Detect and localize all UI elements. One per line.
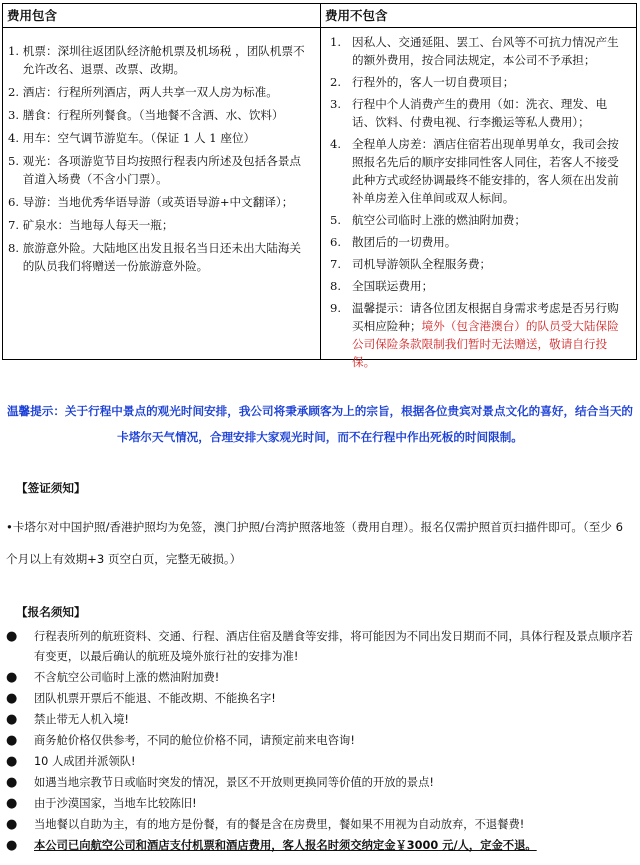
fee-excluded-item-number: 2.: [330, 75, 342, 89]
fee-excluded-item: [330, 233, 628, 251]
fee-included-item-text: [23, 83, 312, 101]
bullet-icon: ●: [6, 712, 18, 727]
fee-included-item-number: 5.: [8, 154, 23, 168]
fee-included-item-main-text: 酒店：行程所列酒店，两人共享一双人房为标准。: [22, 85, 278, 99]
fee-excluded-item: [330, 211, 628, 229]
fee-excluded-item-main-text: 司机导游领队全程服务费；: [352, 257, 492, 271]
fee-included-item: [8, 129, 312, 147]
fee-excluded-list: [321, 28, 636, 371]
fee-excluded-item-main-text: 散团后的一切费用。: [352, 235, 457, 249]
fee-included-item-number: 8.: [8, 241, 23, 255]
booking-list-item-text: 不含航空公司临时上涨的燃油附加费!: [34, 671, 220, 684]
bullet-icon: ●: [6, 754, 18, 769]
booking-list: [4, 627, 634, 857]
fee-excluded-header: 费用不包含: [321, 4, 636, 28]
fee-table: [2, 3, 637, 369]
fee-included-item-text: [23, 152, 312, 188]
fee-excluded-item-warning-text: 境外（包含港澳台）的队员受大陆保险公司保险条款限制我们暂时无法赠送，敬请自行投保。: [352, 319, 619, 369]
fee-excluded-item: [330, 135, 628, 207]
booking-list-item: [4, 731, 634, 751]
booking-list-item: [4, 627, 634, 667]
fee-included-header: 费用包含: [3, 4, 320, 28]
booking-list-item: [4, 689, 634, 709]
booking-list-item: [4, 752, 634, 772]
visa-section-text: •卡塔尔对中国护照/香港护照均为免签，澳门护照/台湾护照落地签（费用自理）。报名仅需护照首页扫描件即可。（至少 6 个月以上有效期+3 页空白页，完整无破损。）: [6, 520, 623, 566]
bullet-icon: ●: [6, 775, 18, 790]
fee-included-item-text: [23, 106, 312, 124]
fee-included-item: [8, 106, 312, 124]
bullet-icon: ●: [6, 691, 18, 706]
booking-list-item-text: 当地餐以自助为主，有的地方是份餐，有的餐是含在房费里，餐如果不用视为自动放弃，不退餐费!: [34, 818, 525, 831]
bullet-icon: ●: [6, 796, 18, 811]
fee-excluded-item-number: 4.: [330, 137, 342, 151]
fee-excluded-item-number: 8.: [330, 279, 342, 293]
fee-excluded-item: [330, 299, 628, 371]
fee-included-list: [3, 28, 320, 275]
booking-list-item: [4, 773, 634, 793]
fee-included-item: [8, 239, 312, 275]
fee-included-item-text: [23, 42, 312, 78]
booking-list-item-text: 禁止带无人机入境!: [34, 713, 129, 726]
fee-excluded-item-text: [352, 73, 628, 91]
booking-list-item: [4, 794, 634, 814]
bullet-icon: ●: [6, 629, 18, 644]
fee-excluded-item-number: 3.: [330, 97, 342, 111]
warm-tip: 温馨提示：关于行程中景点的观光时间安排，我公司将秉承顾客为上的宗旨，根据各位贵宾对景点文化的喜好，结合当天的卡塔尔天气情况，合理安排大家观光时间，而不在行程中作出死板的时间限制。: [6, 404, 634, 444]
fee-included-item-text: [23, 193, 312, 211]
fee-included-item-number: 7.: [8, 218, 23, 232]
fee-excluded-item-main-text: 全国联运费用；: [352, 279, 434, 293]
fee-included-item-text: [23, 129, 312, 147]
fee-included-item-main-text: 导游：当地优秀华语导游（或英语导游+中文翻译）；: [22, 195, 294, 209]
fee-included-column: [3, 4, 321, 359]
booking-list-item-text: 行程表所列的航班资料、交通、行程、酒店住宿及膳食等安排，将可能因为不同出发日期而不同，具体行程及景点顺序若有变更，以最后确认的航班及境外旅行社的安排为准!: [34, 630, 633, 663]
fee-excluded-item-main-text: 行程中个人消费产生的费用（如：洗衣、理发、电话、饮料、付费电视、行李搬运等私人费用）；: [352, 97, 608, 129]
fee-excluded-item: [330, 277, 628, 295]
booking-list-item-text: 10 人成团并派领队!: [34, 755, 136, 768]
fee-included-item-number: 4.: [8, 131, 23, 145]
fee-excluded-item: [330, 33, 628, 69]
bullet-icon: ●: [6, 817, 18, 832]
booking-list-item: [4, 668, 634, 688]
fee-excluded-item: [330, 73, 628, 91]
booking-list-item-text: 本公司已向航空公司和酒店支付机票和酒店费用，客人报名时须交纳定金￥3000 元/人，定金不退。: [34, 839, 537, 852]
fee-excluded-item: [330, 255, 628, 273]
booking-list-item: [4, 710, 634, 730]
fee-included-item-number: 3.: [8, 108, 23, 122]
fee-excluded-item-text: [352, 211, 628, 229]
fee-included-item: [8, 83, 312, 101]
fee-excluded-item-main-text: 航空公司临时上涨的燃油附加费；: [352, 213, 526, 227]
booking-list-item-text: 如遇当地宗教节日或临时突发的情况，景区不开放则更换同等价值的开放的景点!: [34, 776, 434, 789]
fee-included-item: [8, 42, 312, 78]
fee-excluded-column: [321, 4, 636, 369]
fee-included-item-main-text: 矿泉水：当地每人每天一瓶；: [22, 218, 174, 232]
fee-included-item: [8, 152, 312, 188]
booking-list-item: [4, 836, 634, 856]
booking-list-item: [4, 815, 634, 835]
fee-excluded-item-main-text: 因私人、交通延阻、罢工、台风等不可抗力情况产生的额外费用，按合同法规定，本公司不予承担；: [352, 35, 619, 67]
fee-excluded-item-text: [352, 135, 628, 207]
fee-excluded-item-text: [352, 299, 628, 371]
fee-included-item-number: 6.: [8, 195, 23, 209]
fee-included-item: [8, 193, 312, 211]
fee-included-item-text: [23, 239, 312, 275]
fee-excluded-item-number: 6.: [330, 235, 342, 249]
fee-included-item-number: 1.: [8, 44, 23, 58]
fee-excluded-item-number: 9.: [330, 301, 342, 315]
bullet-icon: ●: [6, 733, 18, 748]
visa-section-title: 【签证须知】: [16, 481, 86, 495]
fee-included-item: [8, 216, 312, 234]
booking-list-item-text: 商务舱价格仅供参考，不同的舱位价格不同，请预定前来电咨询!: [34, 734, 355, 747]
fee-excluded-item-text: [352, 255, 628, 273]
booking-list-item-text: 由于沙漠国家，当地车比较陈旧!: [34, 797, 197, 810]
fee-included-item-main-text: 机票：深圳往返团队经济舱机票及机场税 ，团队机票不允许改名、退票、改票、改期。: [22, 44, 305, 76]
bullet-icon: ●: [6, 670, 18, 685]
fee-included-item-main-text: 用车：空气调节游览车。（保证 1 人 1 座位）: [22, 131, 256, 145]
fee-excluded-item: [330, 95, 628, 131]
fee-excluded-item-text: [352, 277, 628, 295]
fee-included-item-main-text: 旅游意外险。大陆地区出发且报名当日还未出大陆海关的队员我们将赠送一份旅游意外险。: [22, 241, 302, 273]
fee-excluded-item-text: [352, 233, 628, 251]
fee-excluded-item-main-text: 全程单人房差：酒店住宿若出现单男单女，我司会按照报名先后的顺序安排同性客人同住，若客人不接受此种方式或经协调最终不能安排的，客人须在出发前补单房差入住单间或双人标间。: [352, 137, 619, 205]
fee-excluded-item-text: [352, 33, 628, 69]
fee-excluded-item-number: 5.: [330, 213, 342, 227]
fee-included-item-main-text: 膳食：行程所列餐食。（当地餐不含酒、水、饮料）: [22, 108, 284, 122]
fee-included-item-text: [23, 216, 312, 234]
fee-excluded-item-number: 7.: [330, 257, 342, 271]
fee-included-item-number: 2.: [8, 85, 23, 99]
fee-excluded-item-number: 1.: [330, 35, 342, 49]
bullet-icon: ●: [6, 838, 18, 853]
fee-excluded-item-text: [352, 95, 628, 131]
fee-included-item-main-text: 观光：各项游览节目均按照行程表内所述及包括各景点首道入场费（不含小门票）。: [22, 154, 302, 186]
fee-excluded-item-main-text: 温馨提示：请各位团友根据自身需求考虑是否另行购买相应险种；: [352, 301, 619, 333]
booking-list-item-text: 团队机票开票后不能退、不能改期、不能换名字!: [34, 692, 276, 705]
booking-section-title: 【报名须知】: [16, 605, 86, 619]
fee-excluded-item-main-text: 行程外的，客人一切自费项目；: [352, 75, 515, 89]
